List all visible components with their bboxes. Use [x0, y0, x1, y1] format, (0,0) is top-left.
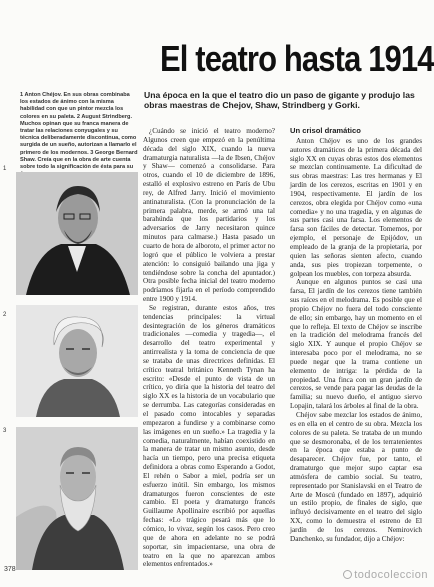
- portrait-photo-chekhov: [16, 172, 138, 295]
- article-column-1: [143, 127, 275, 569]
- photo-number: 3: [3, 428, 7, 434]
- portrait-shaw-image: [16, 427, 138, 570]
- watermark-logo-icon: [343, 570, 352, 579]
- paragraph: ¿Cuándo se inició el teatro moderno? Algunos creen que empezó en la penúltima década del siglo XIX, cuando la nueva dramaturgia naturalista —la de Ibsen, Chéjov y Shaw— comenzó a consolidarse. Para otros, cuando el 10 de diciembre de 1896, estalló el explosivo estreno en París de Ubu rey, de Alfred Jarry. Inició el movimiento antinaturalista. (Con la pronunciación de la primera palabra, merde, se armó una tal barahúnda que los partidarios y los adversarios de Jarry necesitaron quince minutos para calmarse.) Hasta pasado un cuarto de hora de alboroto, el primer actor no logró que el público le volviera a prestar atención: lo consiguió bailando una jiga y tendiéndose sobre la concha del apuntador.) Otra posible fecha inicial del teatro moderno podríamos fijarla en el período comprendido entre 1900 y 1914.: [143, 127, 275, 304]
- paragraph: Chéjov sabe mezclar los estados de ánimo, es en ella en el centro de su obra. Mezcla los colores de su paleta. Se trataba de un mundo que se desmoronaba, el de los terratenientes en la época que estaba a punto de desaparecer. Chéjov fue, por tanto, el dramaturgo que mejor supo captar esa atmósfera de cambio social. Su teatro, representado por Stanislavski en el Teatro de Arte de Moscú (fundado en 1897), adquirió un estilo propio, de finales de siglo, que influyó decisivamente en el teatro del siglo XX, como lo demuestra el estreno de El jardín de los cerezos. Nemirovich Danchenko, su fundador, dijo a Chéjov:: [290, 411, 422, 543]
- article-column-2: [290, 127, 422, 562]
- photo-number: 2: [3, 312, 7, 318]
- article-subtitle: Una época en la que el teatro dio un paso de gigante y produjo las obras maestras de Chejov, Shaw, Strindberg y Gorki.: [144, 90, 415, 110]
- photo-caption: 1 Anton Chéjov. En sus obras combinaba los estados de ánimo con la misma habilidad con que un pintor mezcla los colores en su paleta. 2 August Strindberg. Muchos opinan que su franca manera de tratar las relaciones conyugales y su técnica deliberadamente discontinua, como surgida de un sueño, autorizan a llamarlo el primero de los modernos. 3 George Bernard Shaw. Creía que en la obra de arte cuenta sobre todo la significación de ésta para su: [20, 92, 138, 171]
- paragraph: Se registran, durante estos años, tres tendencias principales: la virtual desintegración de los géneros dramáticos tradicionales —comedia y tragedia—, el desarrollo del teatro experimental y antirrealista y la toma de conciencia de que se trataba de unas directrices definidas. El crítico teatral británico Kenneth Tynan ha escrito: «Desde el punto de vista de un crítico, yo diría que la historia del teatro del siglo XX es la historia de un vocabulario que se derrumba. Las categorías consideradas en el pasado como intocables y separadas empezaron a fundirse y a combinarse como las imágenes en un sueño.» La tragedia y la comedia, naturalmente, habían coexistido en la manera de tratar un mismo asunto, desde hacía un tiempo, pero una precisa etiqueta definidora a obras como Esperando a Godot, El rehén o Sabor a miel, podría ser un esfuerzo inútil. Sin embargo, los mismos dramaturgos fueron conscientes de este cambio. El poeta y dramaturgo francés Guillaume Apollinaire escribió por aquellas fechas: «Lo trágico pesará más que lo cómico, lo vivaz, según los casos. Pero creo que de ahora en adelante no se podrá soportar, sin impacientarse, una obra de teatro en la que no aparezcan ambos elementos enfrentados.»: [143, 303, 275, 569]
- article-title: El teatro hasta 1914: [160, 38, 434, 79]
- photo-number: 1: [3, 166, 7, 172]
- page-number: 378: [4, 566, 16, 573]
- watermark: [343, 569, 428, 581]
- portrait-strindberg-image: [16, 305, 138, 417]
- paragraph: Aunque en algunos puntos se casi una farsa, El jardín de los cerezos tiene también sus raíces en el melodrama. Es posible que el propio Chéjov no fuera del todo consciente de ello; sin embargo, hay un momento en el que lo refleja. El texto de Chéjov se inscribe en la tradición del melodrama francés del siglo XIX. Y aunque el propio Chéjov se interesaba poco por el melodrama, no se puede negar que la trama contiene un elemento de intriga: la pérdida de la propiedad. Una finca con un gran jardín de cerezos, se vende para pagar las deudas de la familia; su nuevo dueño, el antiguo siervo Lopajin, talará los árboles al final de la obra.: [290, 278, 422, 411]
- watermark-text: todocoleccion: [354, 569, 428, 581]
- portrait-photo-shaw: [16, 427, 138, 570]
- paragraph: Anton Chéjov es uno de los grandes autores dramáticos de la primera década del siglo XX en cuyas obras estos dos elementos se mezclan continuamente. La dificultad de sus obras maestras: Las tres hermanas y El jardín de los cerezos, escritas en 1901 y en 1904, respectivamente. El jardín de los cerezos, obra elegida por Chéjov como «una comedia» y no una tragedia, y en algunas de sus partes casi una farsa. Los elementos de farsa son fáciles de detectar. Tomemos, por ejemplo, el personaje de Epijódov, un empleado de la granja de la propietaria, por quien las señoras sienten afecto, cuando anda, sus pies tropiezan torpemente, o golpean los muebles, con torpeza absurda.: [290, 136, 422, 278]
- portrait-photo-strindberg: [16, 305, 138, 417]
- section-subhead: Un crisol dramático: [290, 126, 361, 135]
- portrait-chekhov-image: [16, 172, 138, 295]
